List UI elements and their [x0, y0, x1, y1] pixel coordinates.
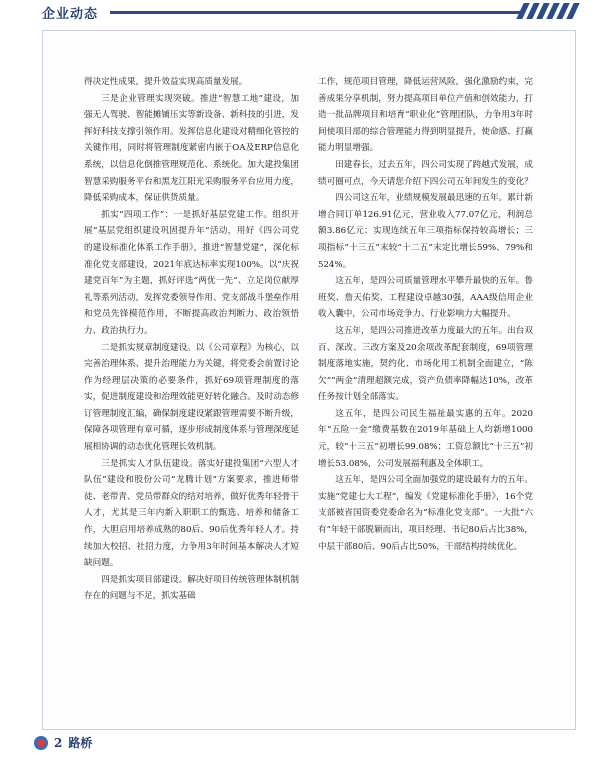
paragraph: 这五年，是四公司质量管理水平攀升最快的五年。鲁班奖、詹天佑奖、工程建设卓越30强，AAA级信用企业收入囊中，公司市场竞争力、行业影响力大幅提升。	[318, 276, 533, 320]
header-rule	[110, 11, 520, 14]
header-stripes	[520, 3, 576, 19]
paragraph: 三是抓实人才队伍建设。落实好建投集团“六型人才队伍”建设和股份公司“龙腾计划”方案要求，推进师带徒、老带青、党员带群众的结对培养，做好优秀年轻骨干人才，尤其是三年内新入职职工的甄选、培养和储备工作，大胆启用培养成熟的80后、90后优秀年轻人才。持续加大校招、社招力度，力争用3年时间基本解决人才短缺问题。	[84, 458, 299, 569]
paragraph: 得决定性成果，提升效益实现高质量发展。	[84, 77, 248, 87]
paragraph: 田建春长，过去五年，四公司实现了跨越式发展，成绩可圈可点，今天请您介绍下四公司五年间发生的变化？	[318, 159, 533, 187]
header-bar	[0, 0, 600, 24]
publication-name: 路桥	[68, 736, 93, 750]
section-title: 企业动态	[42, 7, 99, 22]
paragraph: 这五年，是四公司民生福祉最实惠的五年。2020年“五险一金”缴费基数在2019年基础上人均新增1000元，较“十三五”初增长99.08%；工资总额比“十三五”初增长53.08%，公司发展福利惠及全体职工。	[318, 408, 533, 469]
paragraph: 工作，规范项目管理，降低运营风险，强化激励约束，完善成果分享机制，努力提高项目单位产值和创效能力，打造一批品牌项目和培育“职业化”管理团队，力争用3年时间使项目部的综合管理能力得到明显提升，使命感、打赢能力明显增强。	[318, 77, 533, 154]
page-number: 2	[54, 735, 63, 750]
paragraph: 四是抓实项目部建设。解决好项目传统管理体制机制存在的问题与不足，抓实基础	[84, 574, 299, 602]
article-left-column	[84, 74, 299, 605]
page-footer	[34, 734, 92, 751]
paragraph: 抓实“四项工作”：一是抓好基层党建工作。组织开展“基层党组织建设巩固提升年”活动，用好《四公司党的建设标准化体系工作手册》，推进“智慧党建”，深化标准化党支部建设，2021年底达标率实现100%。以“庆祝建党百年”为主题，抓好评选“两优一先”、立足岗位献厚礼等系列活动，发挥党委领导作用、党支部战斗堡垒作用和党员先锋模范作用，不断提高政治判断力、政治领悟力、政治执行力。	[84, 209, 299, 336]
paragraph: 二是抓实规章制度建设。以《公司章程》为核心，以完善治理体系、提升治理能力为关键，将党委会前置讨论作为经理层决策的必要条件，抓好69项管理制度的落实，促进制度建设和治理效能更好转化融合。及时动态修订管理制度汇编，确保制度建设紧跟管理需要不断升级，保障各项管理有章可循，逐步形成制度体系与管理深度延展相协调的动态优化管理长效机制。	[84, 342, 299, 453]
article-right-column	[318, 74, 533, 555]
paragraph: 这五年，是四公司推进改革力度最大的五年。出台双百、深改、三改方案及20余项改革配套制度，69项管理制度落地实施，契约化、市场化用工机制全面建立，“陈欠”“两金”清理超额完成，资产负债率降幅达10%，改革任务按计划全部落实。	[318, 325, 533, 403]
paragraph: 四公司这五年，业绩规模发展最迅速的五年。累计新增合同订单126.91亿元，营业收入77.07亿元，利润总额3.86亿元；实现连续五年三项指标保持较高增长；三项指标“十三五”末较“十二五”末定比增长59%、79%和524%。	[318, 193, 533, 270]
paragraph: 这五年，是四公司全面加强党的建设最有力的五年。实施“党建七大工程”，编发《党建标准化手册》，16个党支部被省国资委党委命名为“标准化党支部”。一大批“六有”年轻干部脱颖而出，项目经理、书记80后占比38%，中层干部80后、90后占比50%，干部结构持续优化。	[318, 475, 533, 552]
publication-logo-icon	[34, 736, 48, 750]
paragraph: 三是企业管理实现突破。推进“智慧工地”建设，加强无人驾驶、智能摊铺压实等新设备、新科技的引进，发挥好科技支撑引领作用。发挥信息化建设对精细化管控的关键作用，同时将管理制度紧密内嵌于OA及ERP信息化系统，以信息化倒推管理规范化、系统化。加大建投集团智慧采购服务平台和黑龙江阳光采购服务平台应用力度，降低采购成本，保证供货质量。	[84, 93, 299, 204]
